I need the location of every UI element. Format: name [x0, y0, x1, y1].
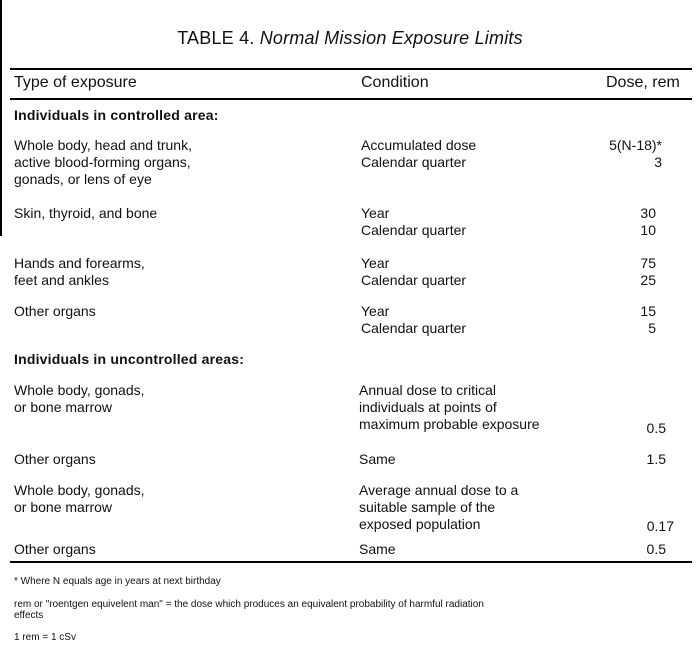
row-dose: 0.5: [646, 541, 666, 557]
top-rule: [10, 68, 692, 70]
table-number: TABLE 4.: [177, 28, 255, 48]
row-condition: Same: [359, 541, 396, 557]
footnote-rem-definition: rem or "roentgen equivelent man" = the dose which produces an equivalent probability of harmful radiation effects: [14, 599, 484, 621]
section-heading-controlled: Individuals in controlled area:: [14, 107, 219, 123]
footnote-conversion: 1 rem = 1 cSv: [14, 632, 76, 643]
row-type: Hands and forearms, feet and ankles: [14, 255, 145, 288]
header-dose: Dose, rem: [606, 74, 680, 91]
table-name: Normal Mission Exposure Limits: [259, 28, 523, 48]
row-dose: 75 25: [640, 255, 656, 288]
section-heading-uncontrolled: Individuals in uncontrolled areas:: [14, 351, 245, 367]
row-type: Other organs: [14, 451, 96, 467]
footnote-asterisk: * Where N equals age in years at next birthday: [14, 576, 221, 587]
row-dose: 30 10: [640, 205, 656, 238]
row-dose: 0.17: [646, 518, 674, 534]
header-type: Type of exposure: [14, 74, 137, 91]
row-condition: Same: [359, 451, 396, 467]
row-condition: Year Calendar quarter: [361, 255, 467, 288]
row-dose: 5(N-18)* 3: [609, 137, 662, 170]
table-title: [0, 28, 700, 49]
header-rule: [10, 98, 692, 100]
row-type: Whole body, head and trunk, active blood-forming organs, gonads, or lens of eye: [14, 137, 192, 187]
row-condition: Average annual dose to a suitable sample of the exposed population: [359, 482, 519, 532]
bottom-rule: [10, 561, 692, 563]
row-type: Skin, thyroid, and bone: [14, 205, 158, 221]
row-dose: 0.5: [646, 420, 666, 436]
row-condition: Year Calendar quarter: [361, 205, 467, 238]
row-type: Whole body, gonads, or bone marrow: [14, 382, 145, 415]
row-condition: Year Calendar quarter: [361, 303, 467, 336]
row-type: Other organs: [14, 303, 96, 319]
row-type: Whole body, gonads, or bone marrow: [14, 482, 145, 515]
row-condition: Accumulated dose Calendar quarter: [361, 137, 477, 170]
header-condition: Condition: [361, 74, 429, 91]
row-dose: 1.5: [646, 451, 666, 467]
row-dose: 15 5: [640, 303, 656, 336]
row-type: Other organs: [14, 541, 96, 557]
row-condition: Annual dose to critical individuals at points of maximum probable exposure: [359, 382, 540, 432]
